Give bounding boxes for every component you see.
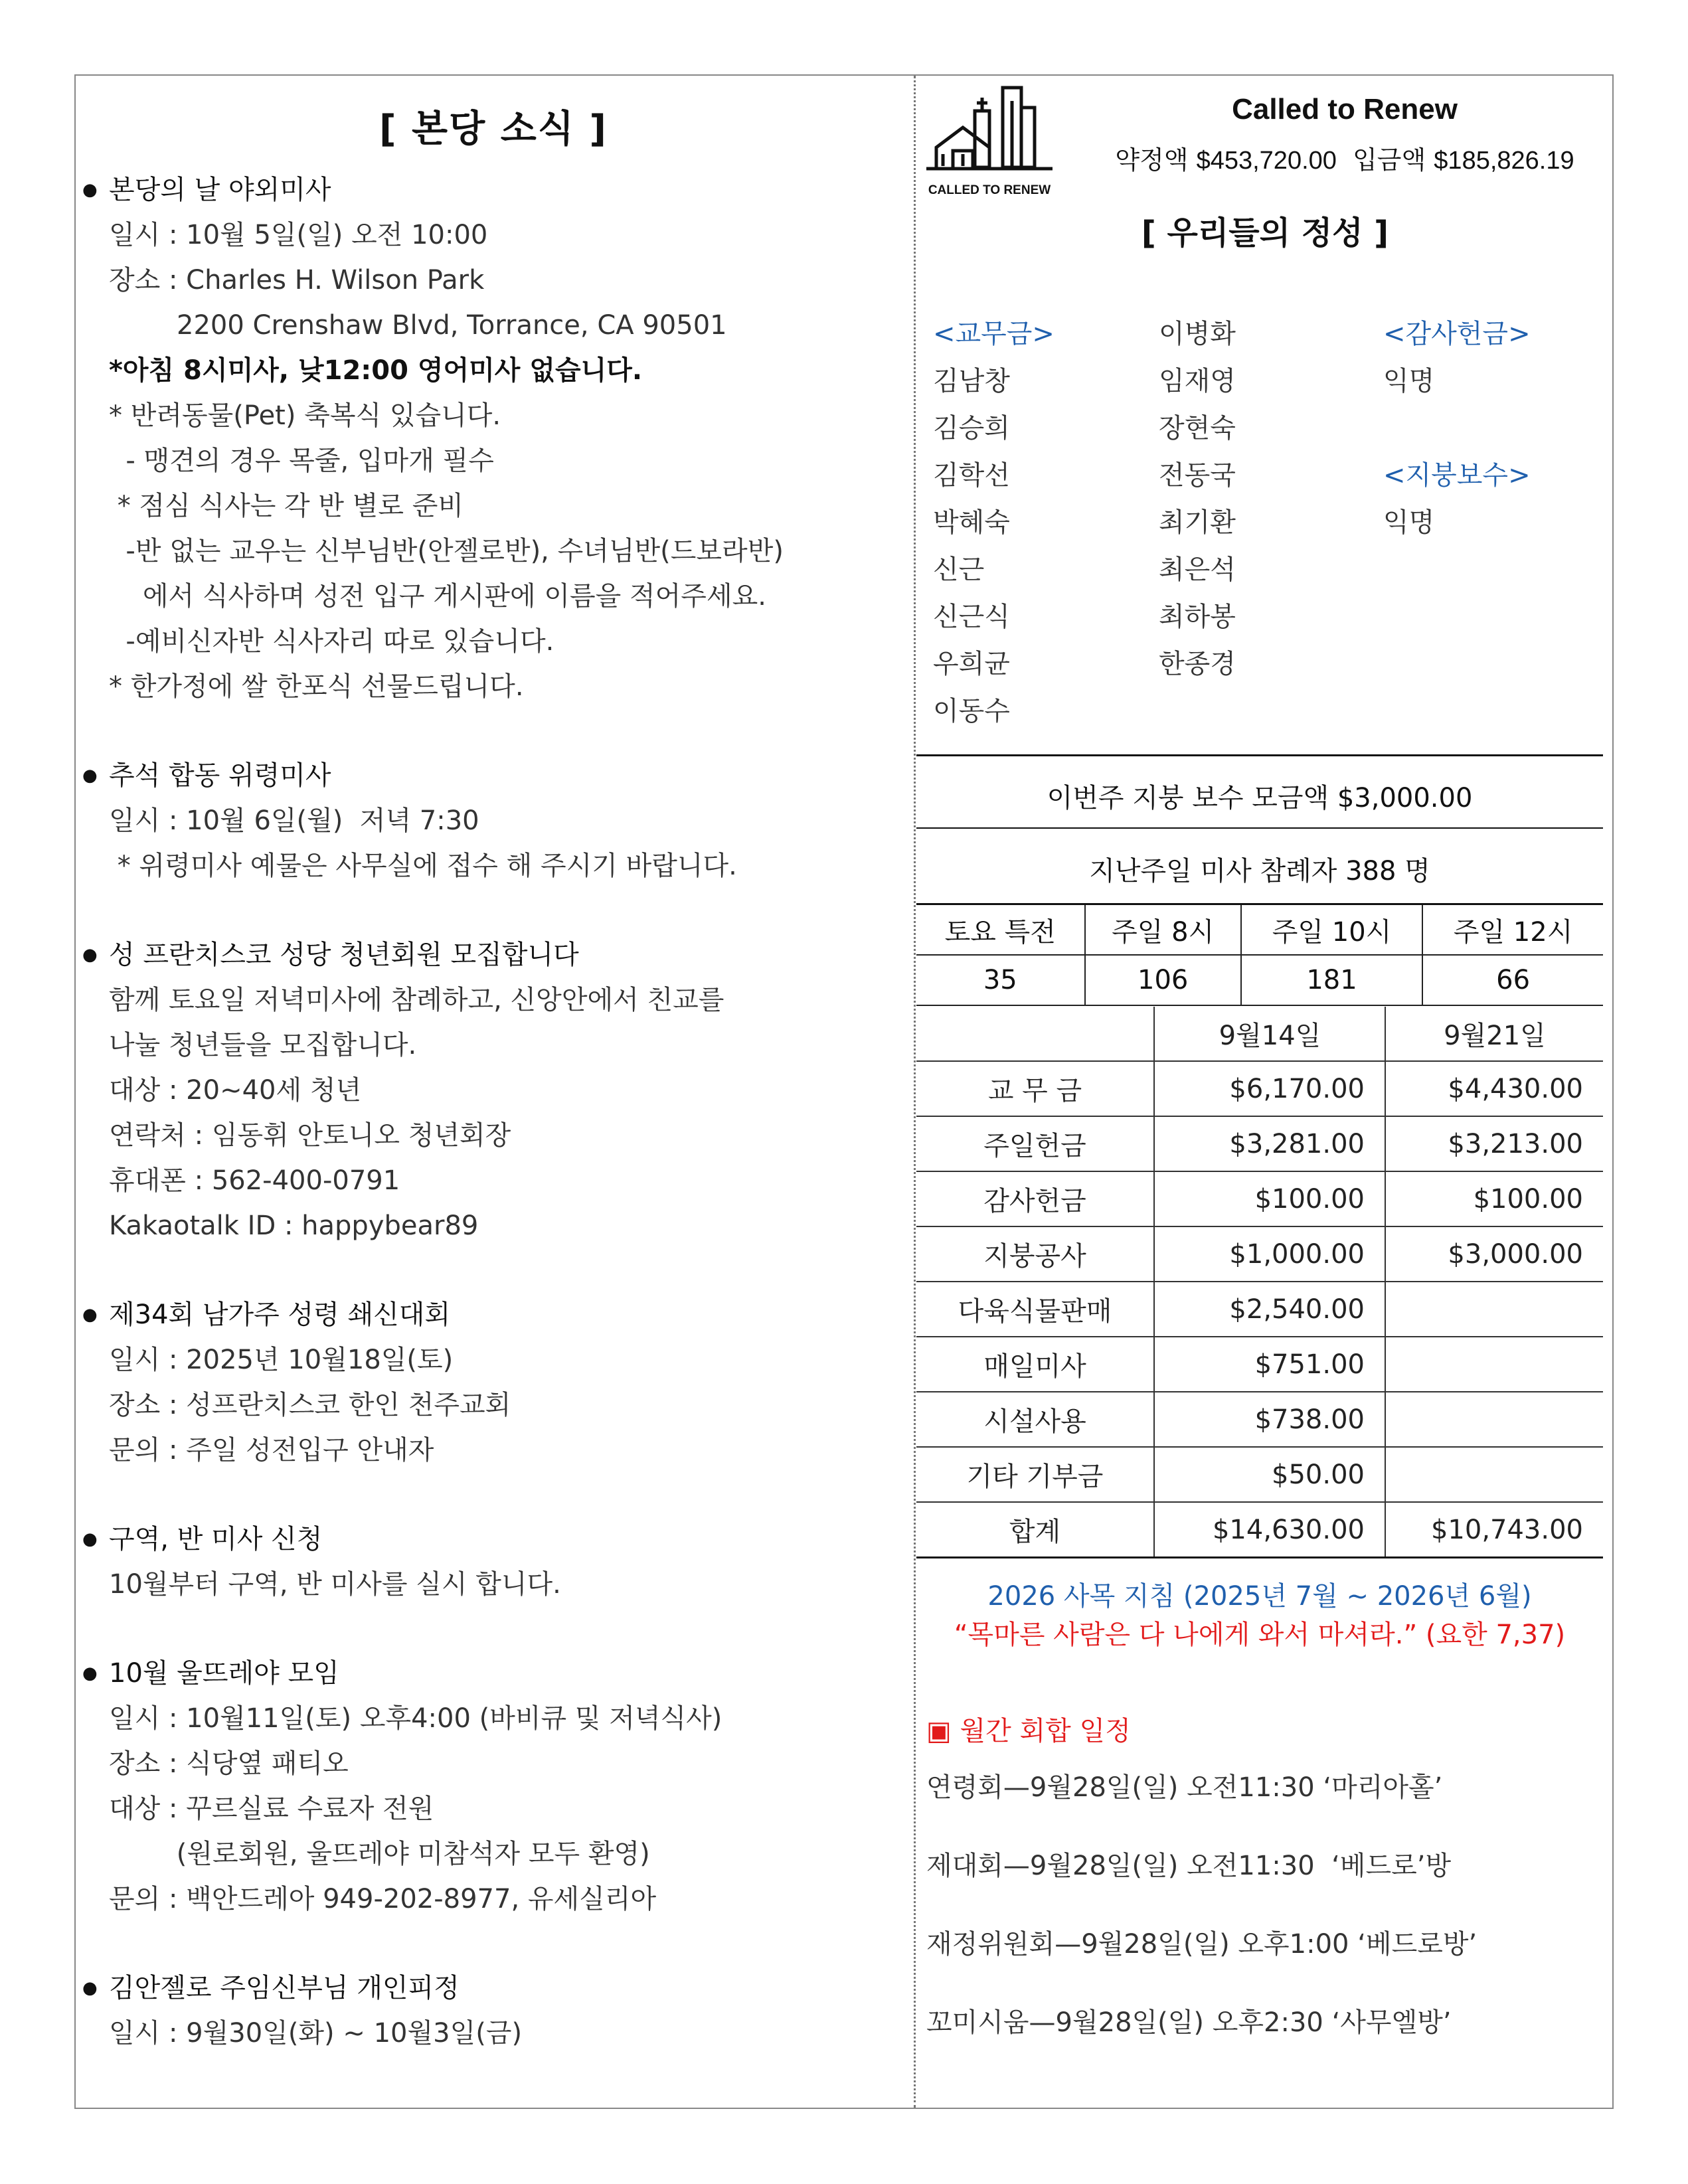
donor-column-1 bbox=[933, 311, 1055, 735]
section-line: *아침 8시미사, 낮12:00 영어미사 없습니다. bbox=[109, 355, 643, 386]
date-header: 9월14일 bbox=[1154, 1007, 1385, 1061]
attendance-table bbox=[916, 903, 1603, 1006]
meeting-item: 제대회—9월28일(일) 오전11:30 ‘베드로’방 bbox=[926, 1851, 1452, 1881]
table-row bbox=[916, 1171, 1603, 1226]
section-heading: ● 10월 울뜨레야 모임 bbox=[78, 1651, 908, 1696]
donor-name: 김학선 bbox=[933, 460, 1010, 491]
section-line: 장소 : 성프란치스코 한인 천주교회 bbox=[109, 1390, 511, 1420]
amount: $1,000.00 bbox=[1154, 1226, 1385, 1282]
donor-name: 익명 bbox=[1383, 507, 1435, 538]
attendance-header: 토요 특전 bbox=[916, 904, 1085, 956]
parish-news-title: [ 본당 소식 ] bbox=[379, 108, 608, 151]
donor-name: 신근식 bbox=[933, 602, 1010, 632]
table-row bbox=[916, 1337, 1603, 1392]
campaign-title: Called to Renew bbox=[1232, 93, 1458, 126]
section-line: -예비신자반 식사자리 따로 있습니다. bbox=[109, 626, 554, 657]
section-line: 일시 : 10월11일(토) 오후4:00 (바비큐 및 저녁식사) bbox=[109, 1703, 722, 1734]
section-line: 일시 : 10월 5일(일) 오전 10:00 bbox=[109, 220, 488, 250]
amount: $738.00 bbox=[1154, 1392, 1385, 1447]
section-line: 10월부터 구역, 반 미사를 실시 합니다. bbox=[109, 1569, 561, 1600]
section-line: 일시 : 10월 6일(월) 저녁 7:30 bbox=[109, 805, 479, 836]
total-amount: $14,630.00 bbox=[1154, 1502, 1385, 1558]
section-heading: ● 구역, 반 미사 신청 bbox=[78, 1517, 908, 1562]
roof-fund-total: 이번주 지붕 보수 모금액 $3,000.00 bbox=[1047, 783, 1473, 813]
table-row bbox=[916, 904, 1603, 956]
attendance-value: 181 bbox=[1241, 955, 1422, 1005]
section-line: * 반려동물(Pet) 축복식 있습니다. bbox=[109, 400, 501, 431]
offerings-title: [ 우리들의 정성 ] bbox=[1141, 214, 1389, 252]
table-row bbox=[916, 1392, 1603, 1447]
logo-text: CALLED TO RENEW bbox=[928, 183, 1051, 197]
donor-name: 익명 bbox=[1383, 366, 1435, 396]
section-line: 장소 : 식당옆 패티오 bbox=[109, 1748, 349, 1779]
row-label: 다육식물판매 bbox=[916, 1282, 1154, 1337]
paid-amount: $185,826.19 bbox=[1434, 147, 1574, 175]
section-line: 일시 : 2025년 10월18일(토) bbox=[109, 1345, 454, 1375]
donor-name: 이병화 bbox=[1159, 319, 1236, 349]
amount bbox=[1385, 1447, 1603, 1502]
date-header: 9월21일 bbox=[1385, 1007, 1603, 1061]
donor-name: 임재영 bbox=[1159, 366, 1236, 396]
campaign-amounts bbox=[1089, 139, 1600, 176]
monthly-meetings-title: ▣ 월간 회합 일정 bbox=[926, 1716, 1131, 1746]
section-line: - 맹견의 경우 목줄, 입마개 필수 bbox=[109, 446, 494, 476]
row-label: 교 무 금 bbox=[916, 1061, 1154, 1116]
section-line: 에서 식사하며 성전 입구 게시판에 이름을 적어주세요. bbox=[109, 581, 766, 612]
amount bbox=[1385, 1392, 1603, 1447]
donor-name: 김승희 bbox=[933, 413, 1010, 444]
news-section-renewal-convention bbox=[78, 1292, 908, 1473]
section-heading: ● 제34회 남가주 성령 쇄신대회 bbox=[78, 1292, 908, 1337]
donor-name: 최은석 bbox=[1159, 554, 1236, 585]
amount: $50.00 bbox=[1154, 1447, 1385, 1502]
section-heading: ● 성 프란치스코 성당 청년회원 모집합니다 bbox=[78, 932, 908, 977]
rule bbox=[916, 827, 1603, 829]
section-line: 장소 : Charles H. Wilson Park bbox=[109, 265, 485, 295]
pledge-label: 약정액 bbox=[1115, 145, 1189, 175]
section-line: 2200 Crenshaw Blvd, Torrance, CA 90501 bbox=[177, 310, 727, 341]
pastoral-policy: 2026 사목 지침 (2025년 7월 ~ 2026년 6월) bbox=[987, 1581, 1532, 1612]
section-line: 휴대폰 : 562-400-0791 bbox=[109, 1165, 400, 1196]
amount: $751.00 bbox=[1154, 1337, 1385, 1392]
meeting-item: 재정위원회—9월28일(일) 오후1:00 ‘베드로방’ bbox=[926, 1929, 1477, 1960]
table-row bbox=[916, 1282, 1603, 1337]
table-row bbox=[916, 1447, 1603, 1502]
called-to-renew-logo bbox=[923, 81, 1056, 204]
finance-table bbox=[916, 1007, 1603, 1558]
attendance-total: 지난주일 미사 참례자 388 명 bbox=[1089, 856, 1430, 886]
pledge-amount: $453,720.00 bbox=[1196, 147, 1337, 175]
section-line: * 한가정에 쌀 한포식 선물드립니다. bbox=[109, 671, 524, 702]
donor-name: 박혜숙 bbox=[933, 507, 1010, 538]
scripture-motto: “목마른 사람은 다 나에게 와서 마셔라.” (요한 7,37) bbox=[954, 1620, 1566, 1650]
section-line: Kakaotalk ID : happybear89 bbox=[109, 1211, 479, 1241]
row-label: 시설사용 bbox=[916, 1392, 1154, 1447]
donor-name: 우희균 bbox=[933, 649, 1010, 679]
attendance-header: 주일 12시 bbox=[1422, 904, 1603, 956]
news-section-youth-recruit bbox=[78, 932, 908, 1248]
section-line: 대상 : 20~40세 청년 bbox=[109, 1075, 362, 1106]
category-label: <감사헌금> bbox=[1383, 319, 1531, 349]
section-line: (원로회원, 울뜨레야 미참석자 모두 환영) bbox=[109, 1839, 650, 1869]
attendance-header: 주일 8시 bbox=[1085, 904, 1241, 956]
news-section-ultreya bbox=[78, 1651, 908, 1922]
attendance-value: 35 bbox=[916, 955, 1085, 1005]
donor-column-2 bbox=[1159, 311, 1236, 688]
spacer bbox=[1383, 405, 1531, 452]
donor-name: 최하봉 bbox=[1159, 602, 1236, 632]
table-row bbox=[916, 1061, 1603, 1116]
section-line: -반 없는 교우는 신부님반(안젤로반), 수녀님반(드보라반) bbox=[109, 536, 784, 566]
donor-name: 장현숙 bbox=[1159, 413, 1236, 444]
table-row bbox=[916, 1007, 1603, 1061]
donor-name: 한종경 bbox=[1159, 649, 1236, 679]
section-line: 연락처 : 임동휘 안토니오 청년회장 bbox=[109, 1120, 511, 1151]
amount: $2,540.00 bbox=[1154, 1282, 1385, 1337]
section-line: 문의 : 백안드레아 949-202-8977, 유세실리아 bbox=[109, 1884, 657, 1914]
table-cell bbox=[916, 1007, 1154, 1061]
amount: $6,170.00 bbox=[1154, 1061, 1385, 1116]
section-line: 문의 : 주일 성전입구 안내자 bbox=[109, 1435, 434, 1466]
donor-name: 이동수 bbox=[933, 696, 1010, 726]
donor-name: 전동국 bbox=[1159, 460, 1236, 491]
table-row bbox=[916, 955, 1603, 1005]
section-heading: ● 본당의 날 야외미사 bbox=[78, 167, 908, 212]
amount: $100.00 bbox=[1154, 1171, 1385, 1226]
attendance-value: 106 bbox=[1085, 955, 1241, 1005]
total-amount: $10,743.00 bbox=[1385, 1502, 1603, 1558]
news-section-district-mass bbox=[78, 1517, 908, 1607]
column-divider bbox=[914, 76, 916, 2108]
row-label: 기타 기부금 bbox=[916, 1447, 1154, 1502]
news-section-retreat bbox=[78, 1966, 908, 2056]
row-label: 지붕공사 bbox=[916, 1226, 1154, 1282]
section-line: 대상 : 꾸르실료 수료자 전원 bbox=[109, 1794, 434, 1824]
rule bbox=[916, 754, 1603, 756]
amount: $3,213.00 bbox=[1385, 1116, 1603, 1171]
news-section-outdoor-mass bbox=[78, 167, 908, 709]
section-line: 나눌 청년들을 모집합니다. bbox=[109, 1030, 417, 1060]
amount: $4,430.00 bbox=[1385, 1061, 1603, 1116]
amount bbox=[1385, 1282, 1603, 1337]
meeting-item: 연령회—9월28일(일) 오전11:30 ‘마리아홀’ bbox=[926, 1772, 1443, 1803]
amount: $100.00 bbox=[1385, 1171, 1603, 1226]
section-heading: ● 김안젤로 주임신부님 개인피정 bbox=[78, 1966, 908, 2011]
donor-column-3 bbox=[1383, 311, 1531, 546]
news-section-memorial-mass bbox=[78, 753, 908, 888]
table-row bbox=[916, 1226, 1603, 1282]
section-line: * 위령미사 예물은 사무실에 접수 해 주시기 바랍니다. bbox=[109, 851, 737, 881]
donor-name: 최기환 bbox=[1159, 507, 1236, 538]
donor-name: 김남창 bbox=[933, 366, 1010, 396]
row-label: 매일미사 bbox=[916, 1337, 1154, 1392]
attendance-header: 주일 10시 bbox=[1241, 904, 1422, 956]
paid-label: 입금액 bbox=[1353, 145, 1426, 175]
section-line: * 점심 식사는 각 반 별로 준비 bbox=[109, 491, 464, 521]
meeting-item: 꼬미시움—9월28일(일) 오후2:30 ‘사무엘방’ bbox=[926, 2007, 1452, 2038]
amount: $3,281.00 bbox=[1154, 1116, 1385, 1171]
section-line: 함께 토요일 저녁미사에 참례하고, 신앙안에서 친교를 bbox=[109, 985, 724, 1015]
donor-name: 신근 bbox=[933, 554, 985, 585]
table-row bbox=[916, 1116, 1603, 1171]
amount bbox=[1385, 1337, 1603, 1392]
table-row bbox=[916, 1502, 1603, 1558]
total-label: 합계 bbox=[916, 1502, 1154, 1558]
section-line: 일시 : 9월30일(화) ~ 10월3일(금) bbox=[109, 2018, 523, 2049]
category-label: <지붕보수> bbox=[1383, 460, 1531, 491]
row-label: 주일헌금 bbox=[916, 1116, 1154, 1171]
row-label: 감사헌금 bbox=[916, 1171, 1154, 1226]
parish-news-column bbox=[78, 100, 908, 2100]
category-label: <교무금> bbox=[933, 319, 1055, 349]
amount: $3,000.00 bbox=[1385, 1226, 1603, 1282]
section-heading: ● 추석 합동 위령미사 bbox=[78, 753, 908, 798]
attendance-value: 66 bbox=[1422, 955, 1603, 1005]
